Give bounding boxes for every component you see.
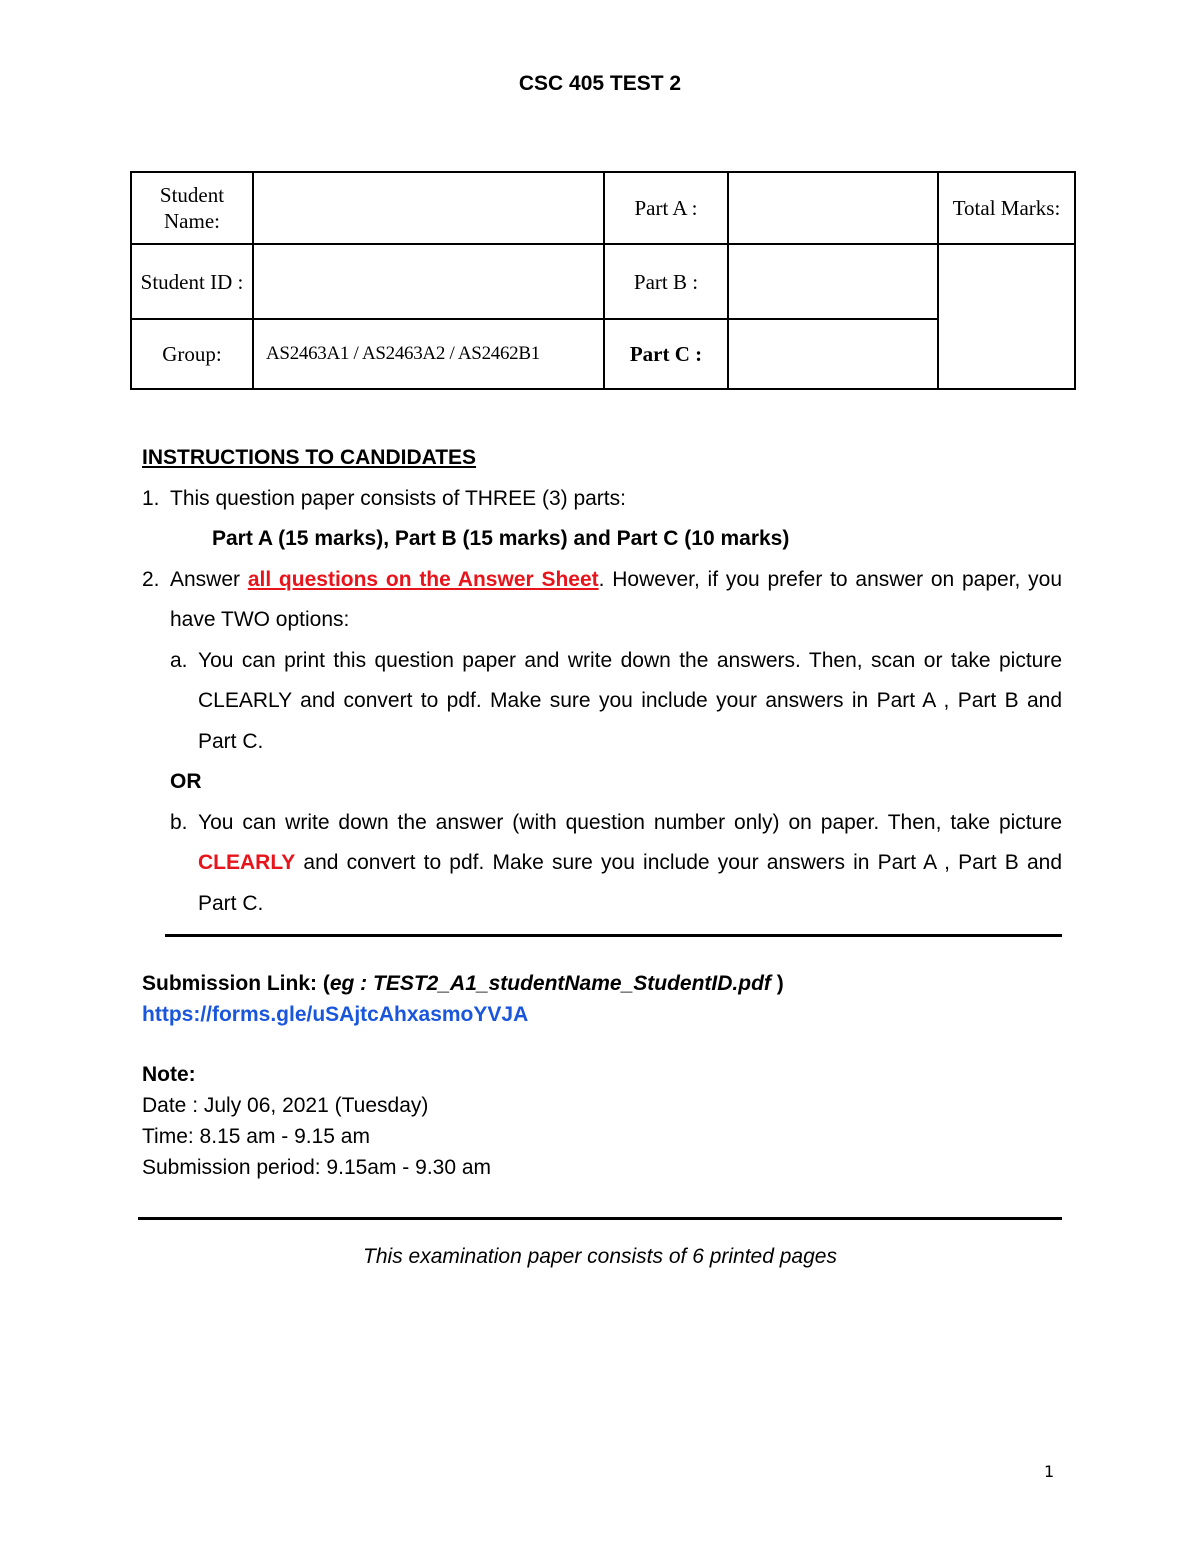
submission-close-paren: ): [776, 972, 784, 995]
option-letter: b.: [170, 810, 188, 834]
option-letter: a.: [170, 648, 188, 672]
instruction-item-2: [142, 560, 1062, 641]
divider-line: [165, 934, 1062, 937]
answer-sheet-highlight: all questions on the Answer Sheet: [247, 567, 599, 591]
submission-filename-example: eg : TEST2_A1_studentName_StudentID.pdf: [329, 972, 777, 995]
student-name-label: Student Name:: [131, 172, 253, 244]
option-text: You can print this question paper and write down the answers. Then, scan or take picture CLEARLY and convert to pdf. Make sure you include your answers in Part A , Part B and Part C.: [198, 648, 1062, 753]
part-a-marks-field[interactable]: [728, 172, 938, 244]
note-section: [142, 1059, 1062, 1183]
student-info-table: [130, 171, 1076, 390]
submission-section: [142, 968, 1062, 1030]
exam-date: Date : July 06, 2021 (Tuesday): [142, 1094, 429, 1117]
part-b-label: Part B :: [604, 244, 728, 319]
instructions-heading: INSTRUCTIONS TO CANDIDATES: [142, 446, 477, 469]
part-c-marks-field[interactable]: [728, 319, 938, 389]
page-title: CSC 405 TEST 2: [518, 72, 682, 95]
instruction-text: Answer: [170, 567, 248, 591]
exam-time: Time: 8.15 am - 9.15 am: [142, 1125, 370, 1148]
option-b: [142, 803, 1062, 925]
instruction-text: . However, if you prefer to answer on paper, you have TWO options:: [170, 567, 1063, 631]
instruction-text: This question paper consists of THREE (3) parts:: [170, 486, 626, 510]
part-a-label: Part A :: [604, 172, 728, 244]
option-text: and convert to pdf. Make sure you include your answers in Part A , Part B and Part C.: [198, 851, 1062, 915]
submission-link[interactable]: https://forms.gle/uSAjtcAhxasmoYVJA: [142, 1003, 529, 1026]
student-name-field[interactable]: [253, 172, 604, 244]
divider-line: [138, 1217, 1062, 1220]
instruction-item-1: [142, 479, 1062, 520]
or-label: OR: [170, 770, 202, 793]
group-label: Group:: [131, 319, 253, 389]
submission-label: Submission Link: (: [142, 972, 330, 995]
total-marks-field[interactable]: [938, 244, 1075, 389]
submission-period: Submission period: 9.15am - 9.30 am: [142, 1156, 492, 1179]
instructions-section: [142, 438, 1062, 924]
note-heading: Note:: [142, 1063, 196, 1086]
parts-marks-line: Part A (15 marks), Part B (15 marks) and Part C (10 marks): [212, 527, 790, 550]
total-marks-label: Total Marks:: [938, 172, 1075, 244]
instruction-number: 2.: [142, 567, 160, 591]
submission-label-line: [142, 968, 1062, 999]
part-b-marks-field[interactable]: [728, 244, 938, 319]
instruction-number: 1.: [142, 486, 160, 510]
option-a: [142, 641, 1062, 763]
page-number: 1: [1044, 1462, 1055, 1481]
page-count-note: This examination paper consists of 6 printed pages: [363, 1245, 837, 1268]
student-id-label: Student ID :: [131, 244, 253, 319]
option-text: You can write down the answer (with question number only) on paper. Then, take picture: [198, 810, 1062, 834]
group-value: AS2463A1 / AS2463A2 / AS2462B1: [253, 319, 604, 389]
clearly-highlight: CLEARLY: [198, 851, 296, 874]
student-id-field[interactable]: [253, 244, 604, 319]
part-c-label: Part C :: [604, 319, 728, 389]
